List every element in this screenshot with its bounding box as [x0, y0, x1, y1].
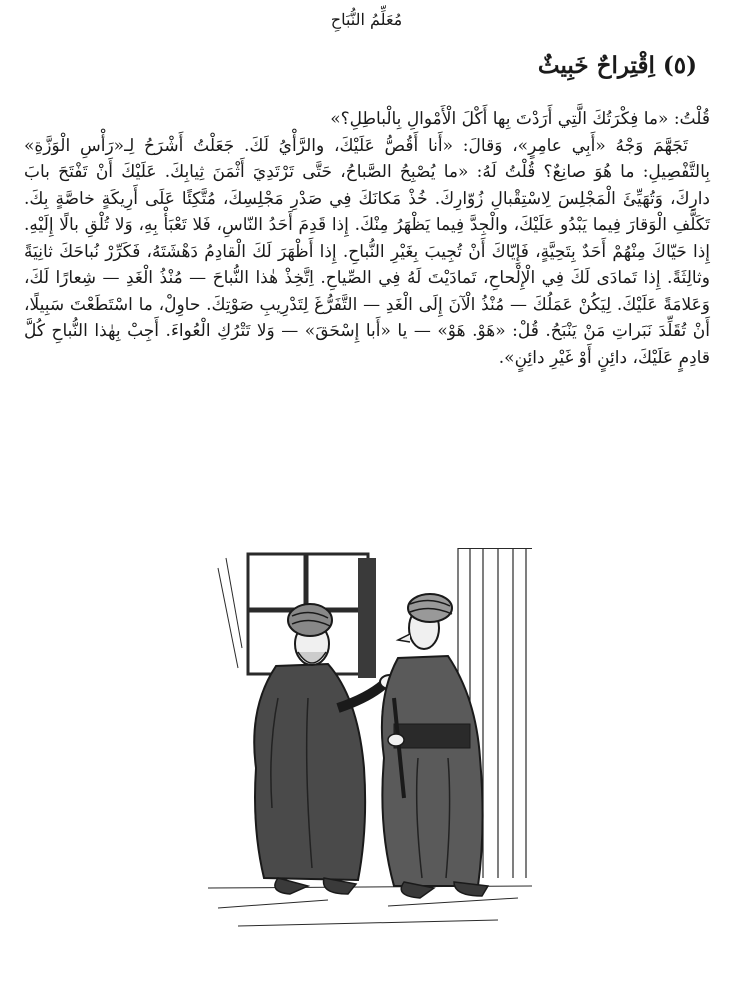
paragraph: تَجَهَّمَ وَجْهُ «أَبِي عامِرٍ»، وَقالَ: «أَنا أَقُصُّ عَلَيْكَ، والرَّأْيُ لَكَ. جَعَلْتُ أَشْرَحُ لِـ«رَأْسِ الْوَزَّةِ» بِالتَّفْصِيلِ: ما هُوَ صانِعٌ؟ قُلْتُ لَهُ: «ما يُصْبِحُ الصَّباحُ، حَتَّى تَرْتَدِيَ أَثْمَنَ ثِيابِكَ. عَلَيْكَ أَنْ تَفْتَحَ بابَ دارِكَ، وَتُهَيِّئَ الْمَجْلِسَ لِاسْتِقْبالِ زُوّارِكَ. خُذْ مَكانَكَ فِي صَدْرِ مَجْلِسِكَ، مُتَّكِئًا عَلَى أَرِيكَةٍ خاصَّةٍ بِكَ. تَكَلَّفِ الْوَقارَ فِيما يَبْدُو عَلَيْكَ، والْجِدَّ فِيما يَظْهَرُ مِنْكَ. إِذا قَدِمَ أَحَدُ النّاسِ، فَلا تَعْبَأْ بِهِ، وَلا تُلْقِ بالًا إِلَيْهِ. إِذا حَيّاكَ مِنْهُمْ أَحَدٌ بِتَحِيَّةٍ، فَإِيّاكَ أَنْ تُجِيبَ بِغَيْرِ النُّباحِ. إِذا أَظْهَرَ لَكَ الْقادِمُ دَهْشَتَهُ، فَكَرِّرْ نُباحَكَ ثانِيَةً وثالِثَةً. إِذا تَمادَى لَكَ فِي الْإِلْحاحِ، تَمادَيْتَ لَهُ فِي الصِّياحِ. اِتَّخِذْ هٰذا النُّباحَ — مُنْذُ الْغَدِ — شِعارًا لَكَ، وَعَلامَةً عَلَيْكَ. لِيَكُنْ عَمَلُكَ — مُنْذُ الْآنَ إِلَى الْغَدِ — التَّفَرُّغَ لِتَدْرِيبِ صَوْتِكَ. حاوِلْ، ما اسْتَطَعْتَ سَبِيلًا، أَنْ تُقَلِّدَ نَبَراتِ مَنْ يَنْبَحُ. قُلْ: «هَوْ. هَوْ» — يا «أَبا إِسْحَقَ» — وَلا تَتْرُكِ الْعُواءَ. أَجِبْ بِهٰذا النُّباحِ كُلَّ قادِمٍ عَلَيْكَ، دائِنٍ أَوْ غَيْرِ دائِنٍ». — [24, 135, 710, 368]
left-man — [254, 604, 400, 894]
two-men-illustration — [208, 548, 532, 934]
body-text — [24, 106, 710, 371]
right-man — [382, 594, 488, 898]
paragraph: قُلْتُ: «ما فِكْرَتُكَ الَّتِي أَرَدْتَ بِها أَكْلَ الْأَمْوالِ بِالْباطِلِ؟» — [330, 109, 710, 129]
chapter-title: (٥) اِقْتِراحٌ خَبِيثٌ — [537, 52, 697, 79]
illustration — [208, 548, 532, 934]
running-head: مُعَلِّمُ النُّبَاحِ — [330, 10, 403, 29]
